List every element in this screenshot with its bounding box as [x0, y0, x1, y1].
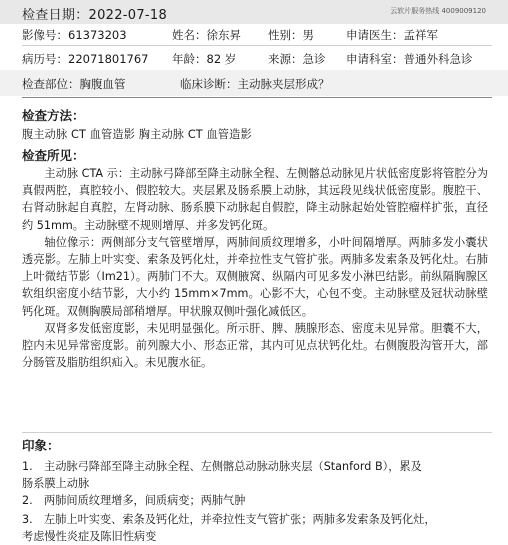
impression-number: 3. [22, 513, 33, 526]
clinical-diagnosis: 临床诊断：主动脉夹层形成？ [180, 77, 330, 91]
findings-body [22, 165, 488, 371]
patient-info-row-2 [22, 51, 492, 71]
patient-name: 姓名：徐东昇 [172, 28, 241, 42]
method-title: 检查方法： [22, 108, 85, 123]
exam-date: 检查日期：2022-07-18 [22, 8, 168, 23]
impression-number: 1. [22, 460, 33, 473]
impression-text: 主动脉弓降部至降主动脉全程、左侧髂总动脉动脉夹层（Stanford B），累及 [44, 460, 422, 473]
method-text: 腹主动脉 CT 血管造影 胸主动脉 CT 血管造影 [22, 128, 252, 141]
requesting-department: 申请科室：普通外科急诊 [346, 52, 473, 66]
impression-text: 左肺上叶实变、索条及钙化灶，并牵拉性支气管扩张；两肺多发索条及钙化灶， [44, 513, 436, 526]
divider [22, 432, 492, 433]
findings-paragraph: 轴位像示：两侧部分支气管壁增厚，两肺间质纹理增多，小叶间隔增厚。两肺多发小囊状透亮影。左肺上叶实变、索条及钙化灶，并牵拉性支气管扩张。两肺多发索条及钙化灶。右肺上叶微结节影（Im21）。两肺门不大。双侧腋窝、纵隔内可见多发小淋巴结影。前纵隔胸腺区软组织密度小结节影，大小约 15mm×7mm。心影不大，心包不变。主动脉壁及冠状动脉壁钙化斑。双侧胸膜局部稍增厚。甲状腺双侧叶强化减低区。 [22, 235, 488, 318]
impression-item [22, 458, 488, 492]
exam-part: 检查部位：胸腹血管 [22, 77, 126, 91]
divider [22, 97, 492, 98]
patient-age: 年龄：82 岁 [172, 52, 237, 66]
requesting-doctor: 申请医生：孟祥军 [346, 28, 438, 42]
impression-number: 2. [22, 494, 33, 507]
patient-sex: 性别：男 [268, 28, 314, 42]
impression-title: 印象： [22, 438, 60, 453]
patient-info-row-1 [22, 27, 492, 47]
impression-item [22, 492, 488, 509]
divider [22, 45, 492, 46]
impression-text: 肠系膜上动脉 [22, 477, 90, 490]
impression-item [22, 511, 488, 545]
service-hotline: 云软片服务热线 4009009120 [390, 7, 486, 15]
case-number: 病历号：22071801767 [22, 52, 149, 66]
impression-text: 两肺间质纹理增多，间质病变；两肺气肿 [44, 494, 246, 507]
findings-title: 检查所见： [22, 148, 85, 163]
findings-paragraph: 双肾多发低密度影，未见明显强化。所示肝、脾、胰腺形态、密度未见异常。胆囊不大，腔内未见异常密度影。前列腺大小、形态正常，其内可见点状钙化灶。右侧腹股沟管开大，部分肠管及脂肪组织疝入。未见腹水征。 [22, 321, 488, 370]
patient-source: 来源：急诊 [268, 52, 326, 66]
image-number: 影像号：61373203 [22, 28, 127, 42]
exam-info-row [22, 76, 492, 96]
findings-paragraph: 主动脉 CTA 示：主动脉弓降部至降主动脉全程、左侧髂总动脉见片状低密度影将管腔分为真假两腔，真腔较小、假腔较大。夹层累及肠系膜上动脉，其远段见线状低密度影。腹腔干、右肾动脉起自真腔，左肾动脉、肠系膜下动脉起自假腔，降主动脉起始处管腔瘤样扩张，直径约 51mm。主动脉壁不规则增厚、并多发钙化斑。 [22, 167, 488, 232]
impression-text: 考虑慢性炎症及陈旧性病变 [22, 530, 157, 543]
